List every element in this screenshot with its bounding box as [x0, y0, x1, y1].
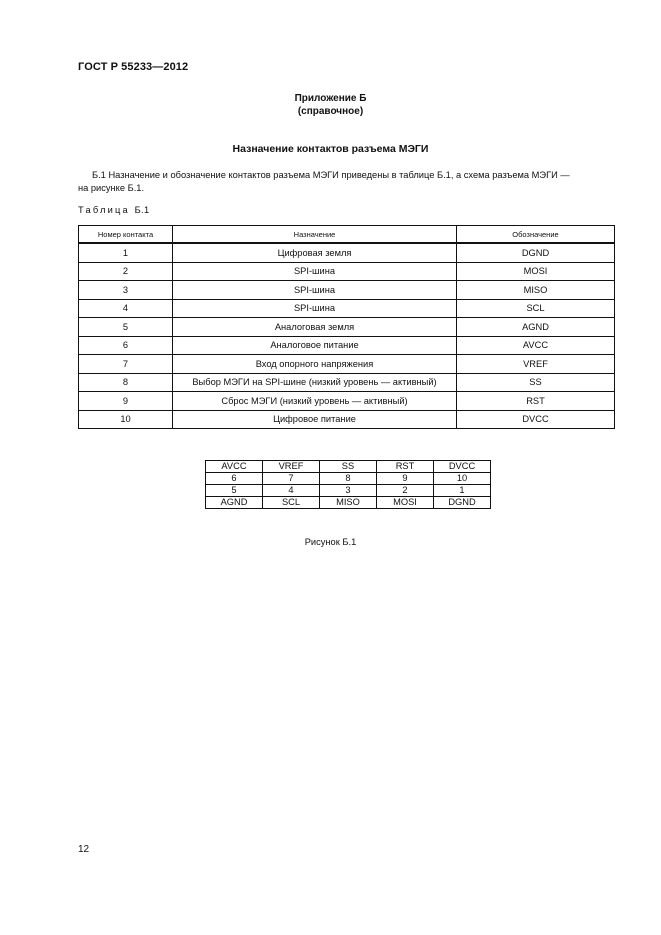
- pin-label: SCL: [263, 497, 320, 509]
- cell-designation: MISO: [457, 281, 615, 300]
- pin-number: 8: [320, 473, 377, 485]
- table-row: [79, 355, 615, 374]
- pin-number: 3: [320, 485, 377, 497]
- paragraph-line-1: Б.1 Назначение и обозначение контактов разъема МЭГИ приведены в таблице Б.1, а схема разъема МЭГИ —: [92, 170, 570, 180]
- appendix-heading: [0, 92, 661, 118]
- cell-purpose: SPI-шина: [173, 299, 457, 318]
- cell-designation: RST: [457, 392, 615, 411]
- cell-designation: MOSI: [457, 262, 615, 281]
- pin-label: DVCC: [434, 461, 491, 473]
- pin-number: 6: [206, 473, 263, 485]
- cell-contact-number: 1: [79, 243, 173, 262]
- table-row: [79, 392, 615, 411]
- connector-pinout-figure: [205, 460, 491, 509]
- cell-designation: DVCC: [457, 410, 615, 429]
- pin-label: AGND: [206, 497, 263, 509]
- pin-label: AVCC: [206, 461, 263, 473]
- cell-purpose: SPI-шина: [173, 262, 457, 281]
- pin-label: SS: [320, 461, 377, 473]
- cell-contact-number: 5: [79, 318, 173, 337]
- pin-label: RST: [377, 461, 434, 473]
- cell-purpose: Цифровая земля: [173, 243, 457, 262]
- table-row: [79, 299, 615, 318]
- pin-label: MOSI: [377, 497, 434, 509]
- table-caption: [78, 205, 149, 215]
- cell-contact-number: 3: [79, 281, 173, 300]
- connector-row-bottom-labels: [206, 497, 491, 509]
- table-row: [79, 281, 615, 300]
- cell-designation: AGND: [457, 318, 615, 337]
- pin-number: 9: [377, 473, 434, 485]
- table-caption-number: Б.1: [134, 205, 150, 215]
- table-row: [79, 410, 615, 429]
- pin-label: DGND: [434, 497, 491, 509]
- pin-number: 4: [263, 485, 320, 497]
- table-row: [79, 336, 615, 355]
- section-title: Назначение контактов разъема МЭГИ: [232, 143, 429, 155]
- document-standard-header: ГОСТ Р 55233—2012: [78, 61, 189, 73]
- cell-purpose: Аналоговое питание: [173, 336, 457, 355]
- cell-purpose: Аналоговая земля: [173, 318, 457, 337]
- pin-label: VREF: [263, 461, 320, 473]
- cell-purpose: Цифровое питание: [173, 410, 457, 429]
- paragraph-line-2: на рисунке Б.1.: [78, 182, 145, 193]
- connector-row-top-numbers: [206, 473, 491, 485]
- contacts-table: [78, 225, 615, 429]
- table-row: [79, 262, 615, 281]
- appendix-subtitle: (справочное): [297, 106, 364, 117]
- table-row: [79, 243, 615, 262]
- cell-purpose: Сброс МЭГИ (низкий уровень — активный): [173, 392, 457, 411]
- cell-purpose: Выбор МЭГИ на SPI-шине (низкий уровень — активный): [173, 373, 457, 392]
- cell-contact-number: 10: [79, 410, 173, 429]
- cell-contact-number: 8: [79, 373, 173, 392]
- cell-designation: DGND: [457, 243, 615, 262]
- cell-designation: SS: [457, 373, 615, 392]
- connector-row-bottom-numbers: [206, 485, 491, 497]
- pin-number: 5: [206, 485, 263, 497]
- table-row: [79, 373, 615, 392]
- table-caption-label: Таблица: [78, 205, 130, 215]
- cell-contact-number: 4: [79, 299, 173, 318]
- cell-purpose: SPI-шина: [173, 281, 457, 300]
- intro-paragraph: [78, 169, 618, 194]
- cell-purpose: Вход опорного напряжения: [173, 355, 457, 374]
- cell-designation: AVCC: [457, 336, 615, 355]
- cell-contact-number: 7: [79, 355, 173, 374]
- cell-designation: SCL: [457, 299, 615, 318]
- pin-number: 7: [263, 473, 320, 485]
- table-row: [79, 318, 615, 337]
- appendix-title: Приложение Б: [294, 93, 367, 104]
- header-contact-number: Номер контакта: [79, 226, 173, 244]
- cell-contact-number: 2: [79, 262, 173, 281]
- connector-row-top-labels: [206, 461, 491, 473]
- pin-number: 2: [377, 485, 434, 497]
- page-number: 12: [78, 844, 90, 855]
- cell-contact-number: 9: [79, 392, 173, 411]
- header-purpose: Назначение: [173, 226, 457, 244]
- pin-number: 1: [434, 485, 491, 497]
- figure-caption: Рисунок Б.1: [304, 537, 357, 547]
- pin-number: 10: [434, 473, 491, 485]
- cell-contact-number: 6: [79, 336, 173, 355]
- cell-designation: VREF: [457, 355, 615, 374]
- header-designation: Обозначение: [457, 226, 615, 244]
- pin-label: MISO: [320, 497, 377, 509]
- table-header-row: [79, 226, 615, 244]
